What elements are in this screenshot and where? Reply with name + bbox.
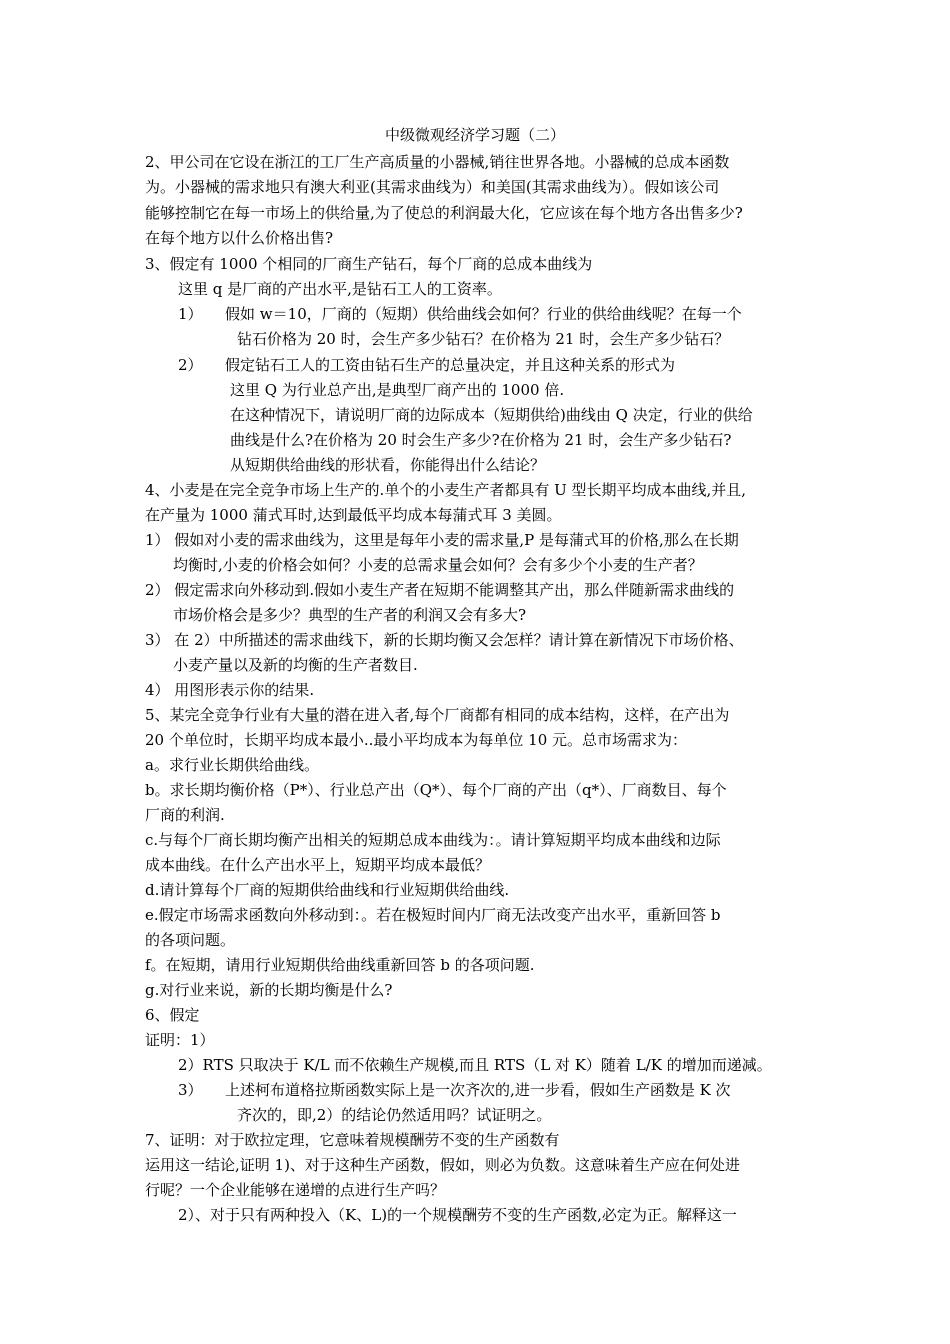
text-line: b。求长期均衡价格（P*）、行业总产出（Q*）、每个厂商的产出（q*）、厂商数目、每个 [145,781,727,799]
text-line: 运用这一结论,证明 1)、对于这种生产函数，假如，则必为负数。这意味着生产应在何处进 [145,1156,740,1174]
page-title: 中级微观经济学习题（二） [384,126,565,144]
text-line: 为。小器械的需求地只有澳大利亚(其需求曲线为）和美国(其需求曲线为）。假如该公司 [145,178,720,196]
text-line: 3） 上述柯布道格拉斯函数实际上是一次齐次的,进一步看，假如生产函数是 K 次 [178,1081,731,1099]
text-line: 3） 在 2）中所描述的需求曲线下，新的长期均衡又会怎样？请计算在新情况下市场价格、 [145,631,744,649]
text-line: f。在短期，请用行业短期供给曲线重新回答 b 的各项问题. [145,956,535,974]
text-line: 2）RTS 只取决于 K/L 而不依赖生产规模,而且 RTS（L 对 K）随着 L/K 的增加而递减。 [178,1056,772,1074]
text-line: 2） 假定需求向外移动到.假如小麦生产者在短期不能调整其产出，那么伴随新需求曲线的 [145,581,735,599]
text-line: 这里 q 是厂商的产出水平,是钻石工人的工资率。 [178,280,502,298]
text-line: g.对行业来说，新的长期均衡是什么? [145,981,393,999]
text-line: 成本曲线。在什么产出水平上，短期平均成本最低？ [145,856,491,874]
text-line: 在每个地方以什么价格出售? [145,229,334,247]
text-line: 证明：1） [145,1031,215,1049]
text-line: e.假定市场需求函数向外移动到：。若在极短时间内厂商无法改变产出水平，重新回答 b [145,906,721,924]
text-line: a。求行业长期供给曲线。 [145,756,319,774]
text-line: 2、甲公司在它设在浙江的工厂生产高质量的小器械,销往世界各地。小器械的总成本函数 [145,153,730,171]
text-line: 厂商的利润. [145,806,225,824]
text-line: 行呢？一个企业能够在递增的点进行生产吗？ [145,1181,446,1199]
text-line: 在这种情况下，请说明厂商的边际成本（短期供给)曲线由 Q 决定，行业的供给 [230,406,753,424]
text-line: d.请计算每个厂商的短期供给曲线和行业短期供给曲线. [145,881,510,899]
text-line: 市场价格会是多少？典型的生产者的利润又会有多大? [173,606,527,624]
text-line: 齐次的，即,2）的结论仍然适用吗？试证明之。 [237,1106,552,1124]
text-line: 1） 假如对小麦的需求曲线为，这里是每年小麦的需求量,P 是每蒲式耳的价格,那么在长期 [145,531,739,549]
text-line: 7、证明：对于欧拉定理，它意味着规模酬劳不变的生产函数有 [145,1131,560,1149]
text-line: 从短期供给曲线的形状看，你能得出什么结论？ [230,456,546,474]
text-line: c.与每个厂商长期均衡产出相关的短期总成本曲线为：。请计算短期平均成本曲线和边际 [145,831,721,849]
text-line: 2） 假定钻石工人的工资由钻石生产的总量决定，并且这种关系的形式为 [178,356,676,374]
text-line: 5、某完全竞争行业有大量的潜在进入者,每个厂商都有相同的成本结构，这样，在产出为 [145,706,730,724]
text-line: 能够控制它在每一市场上的供给量,为了使总的利润最大化，它应该在每个地方各出售多少? [145,204,743,222]
text-line: 3、假定有 1000 个相同的厂商生产钻石，每个厂商的总成本曲线为 [145,255,593,273]
text-line: 2）、对于只有两种投入（K、L)的一个规模酬劳不变的生产函数,必定为正。解释这一 [178,1206,737,1224]
text-line: 钻石价格为 20 时，会生产多少钻石？在价格为 21 时，会生产多少钻石？ [237,330,730,348]
text-line: 4、小麦是在完全竞争市场上生产的.单个的小麦生产者都具有 U 型长期平均成本曲线,并且, [145,481,747,499]
text-line: 小麦产量以及新的均衡的生产者数目. [173,656,418,674]
text-line: 20 个单位时，长期平均成本最小..最小平均成本为每单位 10 元。总市场需求为： [145,731,688,749]
text-line: 曲线是什么?在价格为 20 时会生产多少?在价格为 21 时，会生产多少钻石? [230,431,732,449]
text-line: 在产量为 1000 蒲式耳时,达到最低平均成本每蒲式耳 3 美圆。 [145,506,562,524]
text-line: 1） 假如 w＝10，厂商的（短期）供给曲线会如何？行业的供给曲线呢？在每一个 [178,305,742,323]
text-line: 均衡时,小麦的价格会如何？小麦的总需求量会如何？会有多少个小麦的生产者？ [173,556,703,574]
text-line: 的各项问题。 [145,931,236,949]
text-line: 4） 用图形表示你的结果. [145,681,315,699]
text-line: 6、假定 [145,1006,200,1024]
text-line: 这里 Q 为行业总产出,是典型厂商产出的 1000 倍. [230,381,565,399]
